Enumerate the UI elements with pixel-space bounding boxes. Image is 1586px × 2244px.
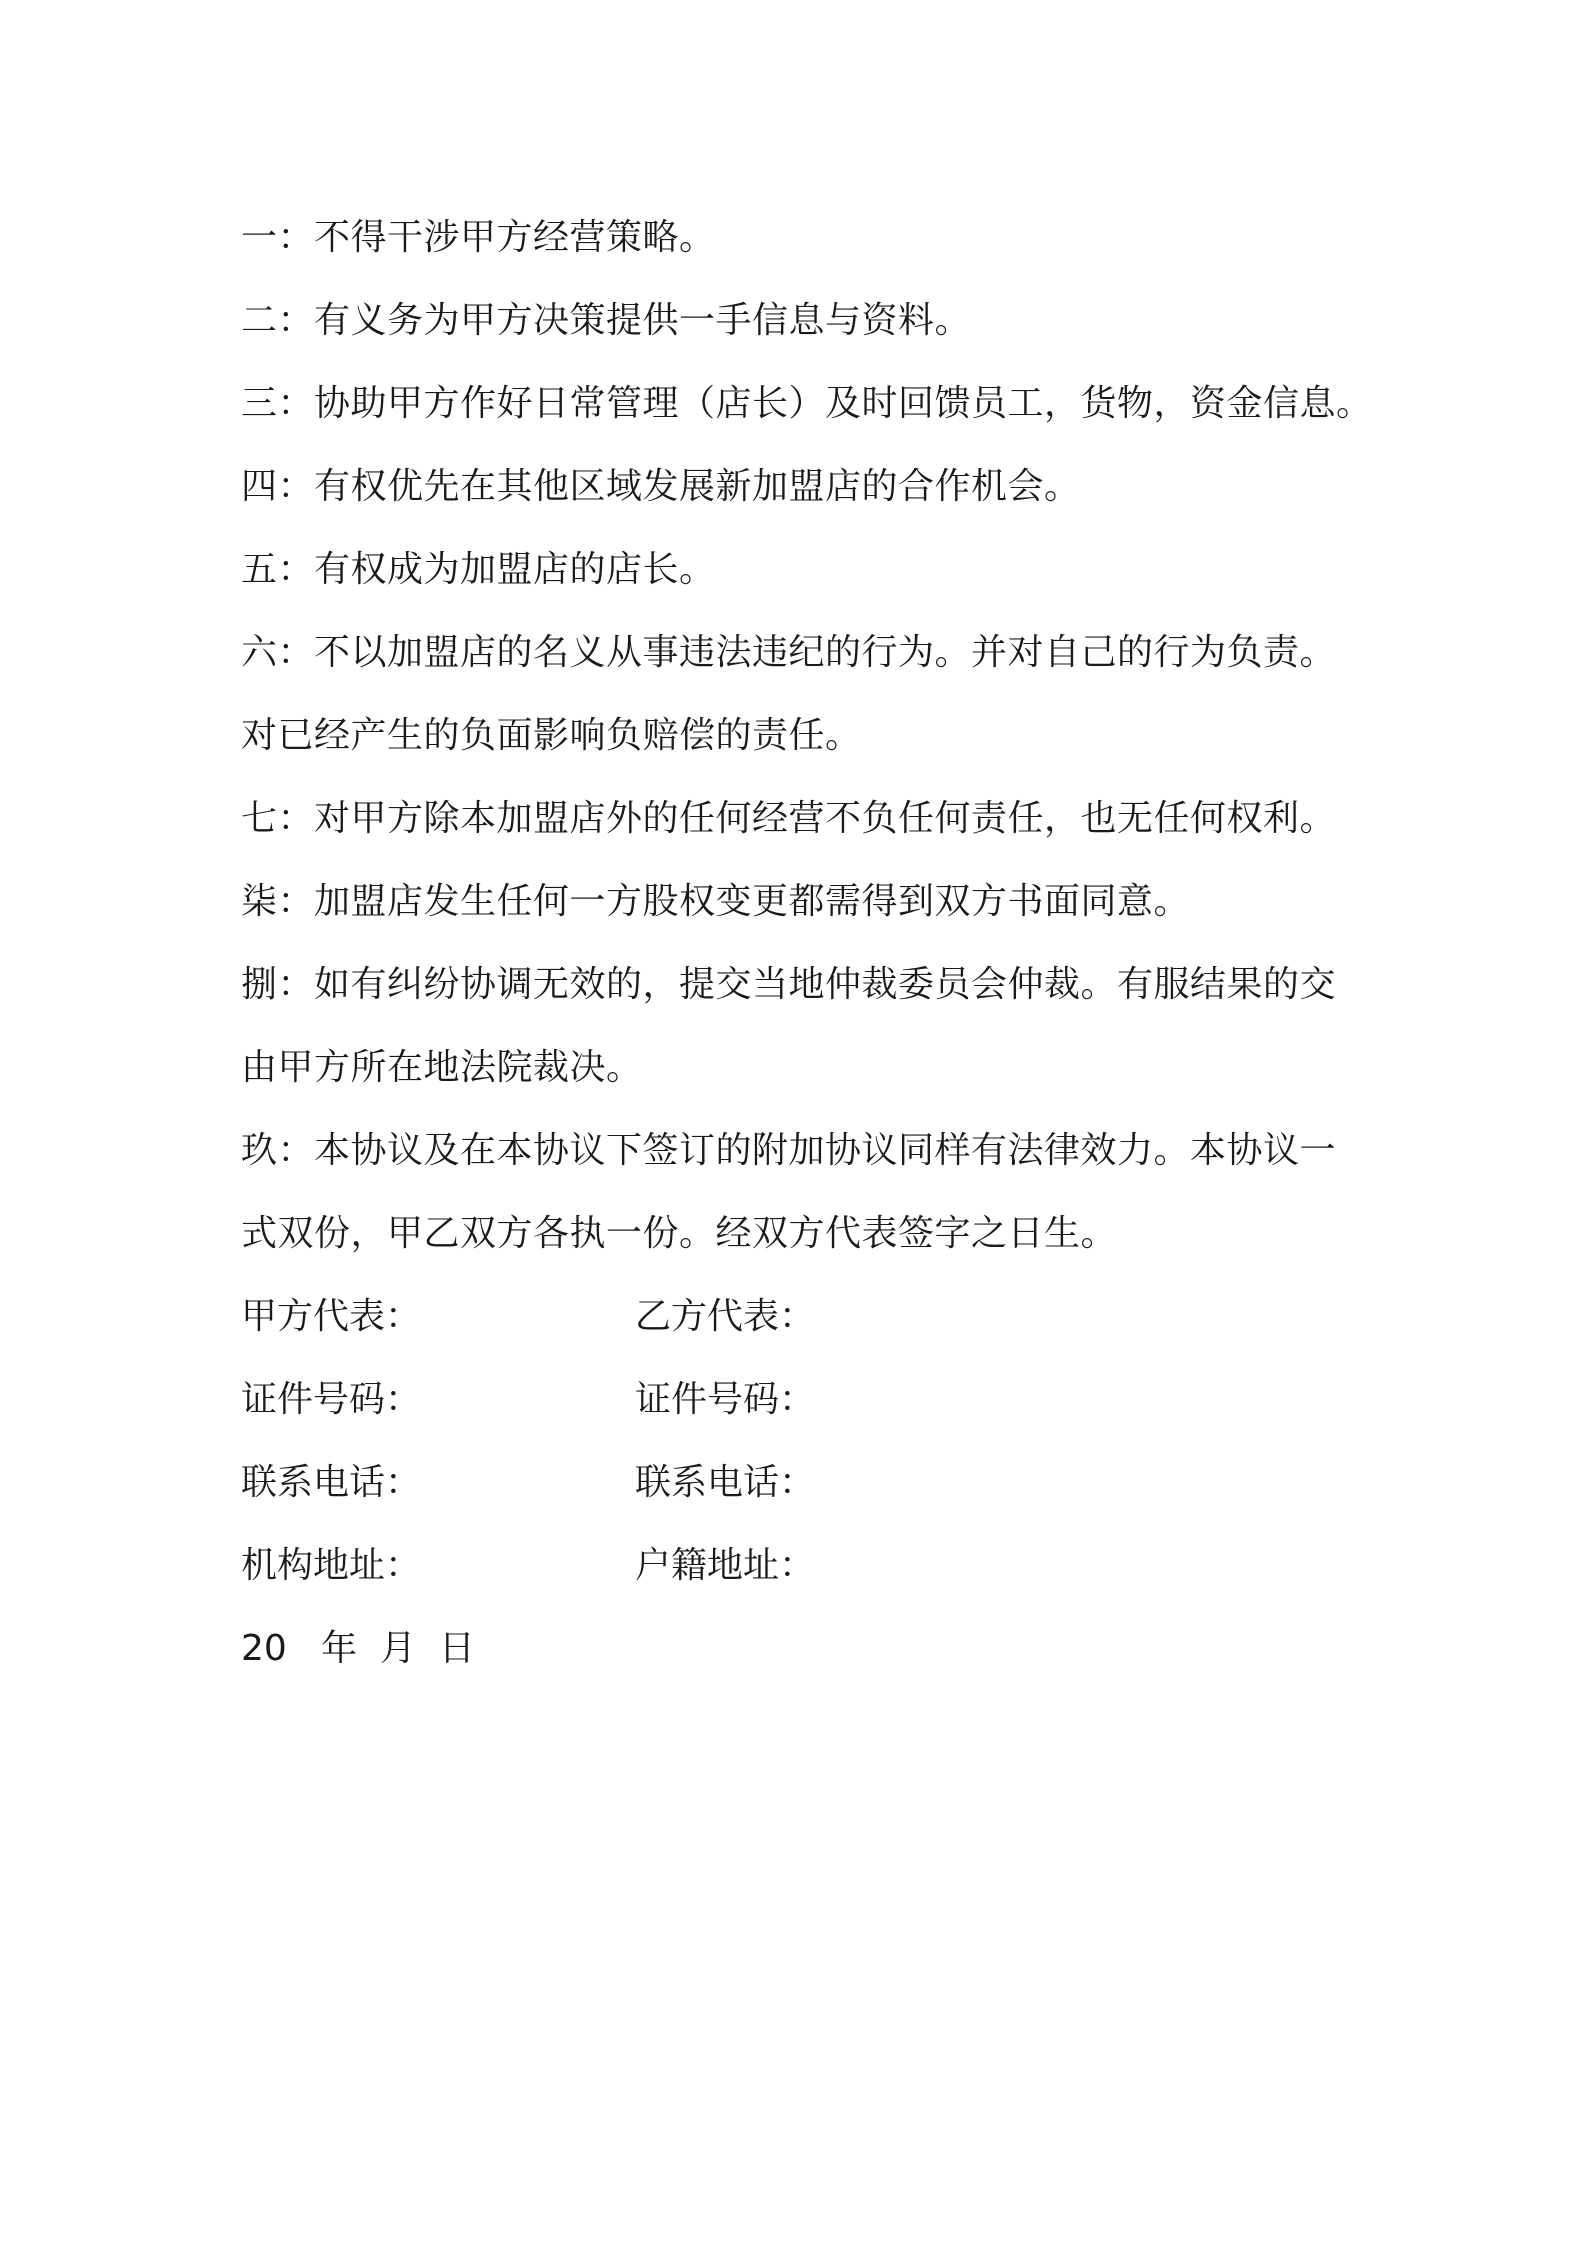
- clause-jiu-continued: 式双份，甲乙双方各执一份。经双方代表签字之日生。: [241, 1213, 1118, 1254]
- clause-2: 二：有义务为甲方决策提供一手信息与资料。: [241, 300, 972, 341]
- clause-5: 五：有权成为加盟店的店长。: [241, 549, 716, 590]
- clause-ba: 捌：如有纠纷协调无效的，提交当地仲裁委员会仲裁。有服结果的交: [241, 964, 1337, 1005]
- signature-row-representative: [241, 1275, 1361, 1358]
- agreement-body: [241, 196, 1373, 1690]
- party-b-representative-label: 乙方代表：: [635, 1296, 816, 1337]
- clause-7: 七：对甲方除本加盟店外的任何经营不负任何责任，也无任何权利。: [241, 798, 1337, 839]
- party-a-phone-label: 联系电话：: [241, 1462, 422, 1503]
- party-b-address-label: 户籍地址：: [635, 1545, 816, 1586]
- clause-6-continued: 对已经产生的负面影响负赔偿的责任。: [241, 715, 862, 756]
- party-a-representative-label: 甲方代表：: [241, 1296, 422, 1337]
- clause-6: 六：不以加盟店的名义从事违法违纪的行为。并对自己的行为负责。: [241, 632, 1337, 673]
- party-b-phone-label: 联系电话：: [635, 1462, 816, 1503]
- party-a-address-label: 机构地址：: [241, 1545, 422, 1586]
- party-b-id-label: 证件号码：: [635, 1379, 816, 1420]
- signature-row-id: [241, 1358, 1361, 1441]
- clause-4: 四：有权优先在其他区域发展新加盟店的合作机会。: [241, 466, 1081, 507]
- clause-ba-continued: 由甲方所在地法院裁决。: [241, 1047, 643, 1088]
- clause-qi: 柒：加盟店发生任何一方股权变更都需得到双方书面同意。: [241, 881, 1191, 922]
- clause-3: 三：协助甲方作好日常管理（店长）及时回馈员工，货物，资金信息。: [241, 383, 1373, 424]
- signature-row-address: [241, 1524, 1361, 1607]
- clause-jiu: 玖：本协议及在本协议下签订的附加协议同样有法律效力。本协议一: [241, 1130, 1337, 1171]
- signature-row-phone: [241, 1441, 1361, 1524]
- signing-date: 20 年 月 日: [241, 1628, 475, 1669]
- clause-1: 一：不得干涉甲方经营策略。: [241, 217, 716, 258]
- party-a-id-label: 证件号码：: [241, 1379, 422, 1420]
